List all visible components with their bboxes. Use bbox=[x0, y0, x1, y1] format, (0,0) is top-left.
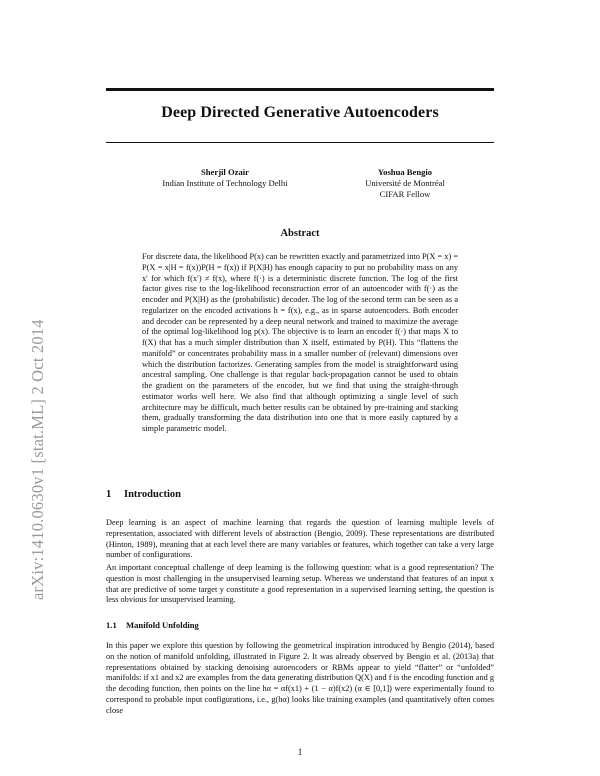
paper-title: Deep Directed Generative Autoencoders bbox=[161, 104, 439, 121]
paragraph: Deep learning is an aspect of machine learning that regards the question of learning multiple levels of representation, associated with different levels of abstraction (Bengio, 2009). These representations are distributed (Hinton, 1989), meaning that at each level there are many variables or features, which together can take a very large number of configurations. bbox=[106, 518, 494, 560]
author-name: Sherjil Ozair bbox=[201, 167, 249, 177]
section-title: Introduction bbox=[124, 489, 181, 500]
title-rule-top bbox=[106, 88, 494, 91]
author-block-1 bbox=[150, 167, 300, 189]
abstract-text: For discrete data, the likelihood P(x) can be rewritten exactly and parametrized into P(X = x) = P(X = x|H = f(x))P(H = f(x)) if P(X|H) has enough capacity to put no probability mass on any x′ for which f(x′) ≠ f(x), where f(·) is a deterministic discrete function. The log of the first factor gives rise to the log-likelihood reconstruction error of an autoencoder with f(·) as the encoder and P(X|H) as the (probabilistic) decoder. The log of the second term can be seen as a regularizer on the encoded activations h = f(x), e.g., as in sparse autoencoders. Both encoder and decoder can be represented by a deep neural network and trained to maximize the average of the optimal log-likelihood log p(x). The objective is to learn an encoder f(·) that maps X to f(X) that has a much simpler distribution than X itself, estimated by P(H). This “flattens the manifold” or concentrates probability mass in a smaller number of (relevant) dimensions over which the distribution factorizes. Generating samples from the model is straightforward using ancestral sampling. One challenge is that regular back-propagation cannot be used to obtain the gradient on the parameters of the encoder, but we find that using the straight-through estimator works well here. We also find that although optimizing a single level of such architecture may be difficult, much better results can be obtained by pre-training and stacking them, gradually transforming the data distribution into one that is more easily captured by a simple parametric model. bbox=[142, 252, 458, 433]
author-affiliation: Université de Montréal bbox=[365, 178, 445, 188]
subsection-heading bbox=[106, 620, 199, 630]
paragraph: In this paper we explore this question by following the geometrical inspiration introduced by Bengio (2014), based on the notion of manifold unfolding, illustrated in Figure 2. It was already observed by Bengio et al. (2013a) that representations obtained by stacking denoising autoencoders or RBMs appear to yield “flatter” or “unfolded” manifolds: if x1 and x2 are examples from the data generating distribution Q(X) and f is the encoding function and g the decoding function, then points on the line hα = αf(x1) + (1 − α)f(x2) (α ∈ [0,1]) were experimentally found to correspond to probable input configurations, i.e., g(hα) looks like training examples (and quantitatively often comes close bbox=[106, 641, 494, 715]
author-block-2 bbox=[340, 167, 470, 200]
author-name: Yoshua Bengio bbox=[377, 167, 433, 177]
title-rule-bottom bbox=[106, 142, 494, 143]
paragraph: An important conceptual challenge of deep learning is the following question: what is a good representation? The question is most challenging in the unsupervised learning setup. Whereas we understand that features of an input x that are predictive of some target y constitute a good representation in a supervised learning setting, the question is less obvious for unsupervised learning. bbox=[106, 563, 494, 605]
author-extra: CIFAR Fellow bbox=[379, 189, 431, 199]
section-heading bbox=[106, 489, 181, 500]
page-number: 1 bbox=[297, 747, 303, 757]
subsection-title: Manifold Unfolding bbox=[126, 620, 199, 630]
subsection-number: 1.1 bbox=[106, 620, 117, 630]
arxiv-stamp: arXiv:1410.0630v1 [stat.ML] 2 Oct 2014 bbox=[28, 319, 47, 600]
author-affiliation: Indian Institute of Technology Delhi bbox=[162, 178, 288, 188]
section-number: 1 bbox=[106, 489, 112, 500]
abstract-heading: Abstract bbox=[280, 228, 320, 239]
